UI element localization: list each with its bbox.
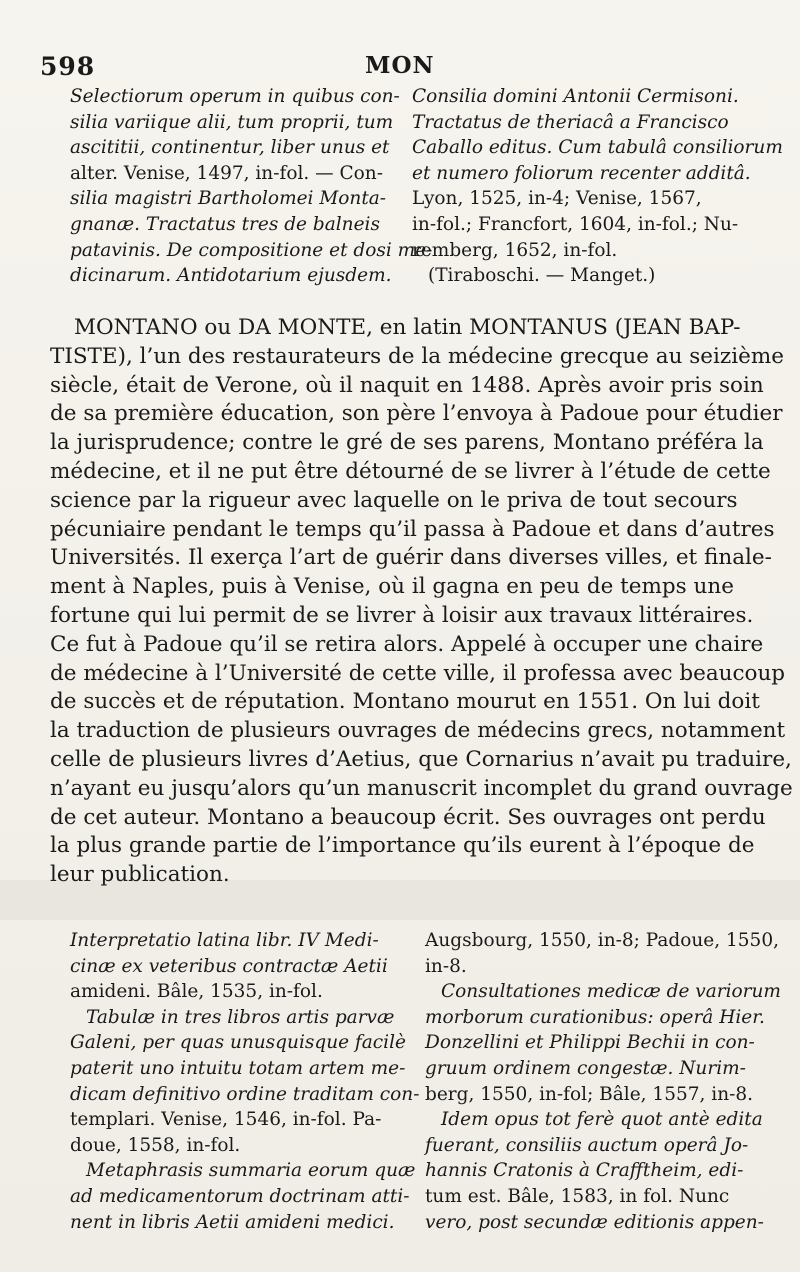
text-line: fortune qui lui permit de se livrer à loisir aux travaux littéraires.: [50, 602, 754, 628]
text-line: de succès et de réputation. Montano mourut en 1551. On lui doit: [50, 689, 760, 715]
text-line: Tractatus de theriacâ a Francisco: [412, 111, 729, 133]
text-line: nent in libris Aetii amideni medici.: [70, 1211, 395, 1233]
text-line: Galeni, per quas unusquisque facilè: [70, 1032, 406, 1054]
text-line: berg, 1550, in-fol; Bâle, 1557, in-8.: [425, 1083, 754, 1105]
text-line: et numero foliorum recenter additâ.: [412, 162, 751, 184]
text-line: la plus grande partie de l’importance qu’ils eurent à l’époque de: [50, 833, 755, 859]
text-line: Donzellini et Philippi Bechii in con-: [425, 1032, 755, 1054]
text-line: de médecine à l’Université de cette ville, il professa avec beaucoup: [50, 660, 786, 686]
text-line: siècle, était de Verone, où il naquit en 1488. Après avoir pris soin: [50, 372, 764, 398]
text-line: dicam definitivo ordine traditam con-: [70, 1083, 420, 1105]
text-line: celle de plusieurs livres d’Aetius, que Cornarius n’avait pu traduire,: [50, 746, 792, 772]
text-line: Metaphrasis summaria eorum quæ: [86, 1160, 416, 1182]
text-line: Consultationes medicæ de variorum: [441, 981, 781, 1003]
text-line: de cet auteur. Montano a beaucoup écrit. Ses ouvrages ont perdu: [50, 804, 766, 830]
text-line: gnanæ. Tractatus tres de balneis: [70, 213, 380, 235]
text-line: ascititii, continentur, liber unus et: [70, 137, 390, 159]
text-line: tum est. Bâle, 1583, in fol. Nunc: [425, 1185, 730, 1207]
text-line: médecine, et il ne put être détourné de se livrer à l’étude de cette: [50, 458, 771, 484]
text-line: patavinis. De compositione et dosi me-: [70, 239, 433, 261]
text-line: Interpretatio latina libr. IV Medi-: [70, 930, 379, 951]
text-line: Tabulæ in tres libros artis parvæ: [86, 1006, 395, 1028]
text-line: Consilia domini Antonii Cermisoni.: [412, 86, 739, 107]
top-right-column: [412, 84, 783, 289]
text-line: TISTE), l’un des restaurateurs de la médecine grecque au seizième: [50, 343, 784, 369]
bottom-left-column: [70, 928, 420, 1235]
main-entry: [50, 314, 793, 890]
text-line: amideni. Bâle, 1535, in-fol.: [70, 981, 323, 1003]
text-line: leur publication.: [50, 862, 230, 888]
text-line: vero, post secundæ editionis appen-: [425, 1211, 764, 1233]
text-line: Ce fut à Padoue qu’il se retira alors. Appelé à occuper une chaire: [50, 631, 764, 657]
page-number: 598: [40, 52, 96, 81]
text-line: alter. Venise, 1497, in-fol. — Con-: [70, 162, 383, 184]
text-line: Idem opus tot ferè quot antè edita: [441, 1109, 763, 1131]
text-line: morborum curationibus: operâ Hier.: [425, 1006, 765, 1028]
text-line: templari. Venise, 1546, in-fol. Pa-: [70, 1109, 382, 1131]
text-line: hannis Cratonis à Crafftheim, edi-: [425, 1160, 744, 1182]
entry-heading-line: MONTANO ou DA MONTE, en latin MONTANUS (JEAN BAP-: [74, 315, 741, 340]
text-line: de sa première éducation, son père l’envoya à Padoue pour étudier: [50, 401, 783, 427]
text-line: in-fol.; Francfort, 1604, in-fol.; Nu-: [412, 213, 739, 235]
text-line: pécuniaire pendant le temps qu’il passa à Padoue et dans d’autres: [50, 516, 775, 542]
text-line: fuerant, consiliis auctum operâ Jo-: [425, 1134, 749, 1156]
text-line: gruum ordinem congestæ. Nurim-: [425, 1057, 746, 1079]
text-line: Lyon, 1525, in-4; Venise, 1567,: [412, 188, 702, 210]
text-line: la jurisprudence; contre le gré de ses parens, Montano préféra la: [50, 430, 764, 456]
text-line: Caballo editus. Cum tabulâ consiliorum: [412, 137, 783, 159]
text-line: Universités. Il exerça l’art de guérir dans diverses villes, et finale-: [50, 545, 772, 571]
text-line: cinæ ex veteribus contractæ Aetii: [70, 955, 388, 977]
page-header: [0, 52, 800, 84]
text-line: ad medicamentorum doctrinam atti-: [70, 1185, 410, 1207]
text-line: paterit uno intuitu totam artem me-: [70, 1057, 406, 1079]
text-line: science par la rigueur avec laquelle on le priva de tout secours: [50, 487, 738, 513]
text-line: ment à Naples, puis à Venise, où il gagna en peu de temps une: [50, 574, 734, 600]
text-line: (Tiraboschi. — Manget.): [428, 265, 656, 287]
text-line: remberg, 1652, in-fol.: [412, 239, 618, 261]
running-head: MON: [365, 52, 435, 79]
text-line: silia variique alii, tum proprii, tum: [70, 111, 394, 133]
top-left-column: [70, 84, 433, 289]
text-line: in-8.: [425, 955, 467, 977]
bottom-right-column: [425, 928, 781, 1235]
text-line: la traduction de plusieurs ouvrages de médecins grecs, notamment: [50, 718, 786, 744]
text-line: Selectiorum operum in quibus con-: [70, 86, 400, 107]
text-line: Augsbourg, 1550, in-8; Padoue, 1550,: [425, 930, 779, 951]
text-line: dicinarum. Antidotarium ejusdem.: [70, 265, 392, 287]
text-line: doue, 1558, in-fol.: [70, 1134, 241, 1156]
text-line: n’ayant eu jusqu’alors qu’un manuscrit incomplet du grand ouvrage: [50, 775, 793, 801]
text-line: silia magistri Bartholomei Monta-: [70, 188, 387, 210]
